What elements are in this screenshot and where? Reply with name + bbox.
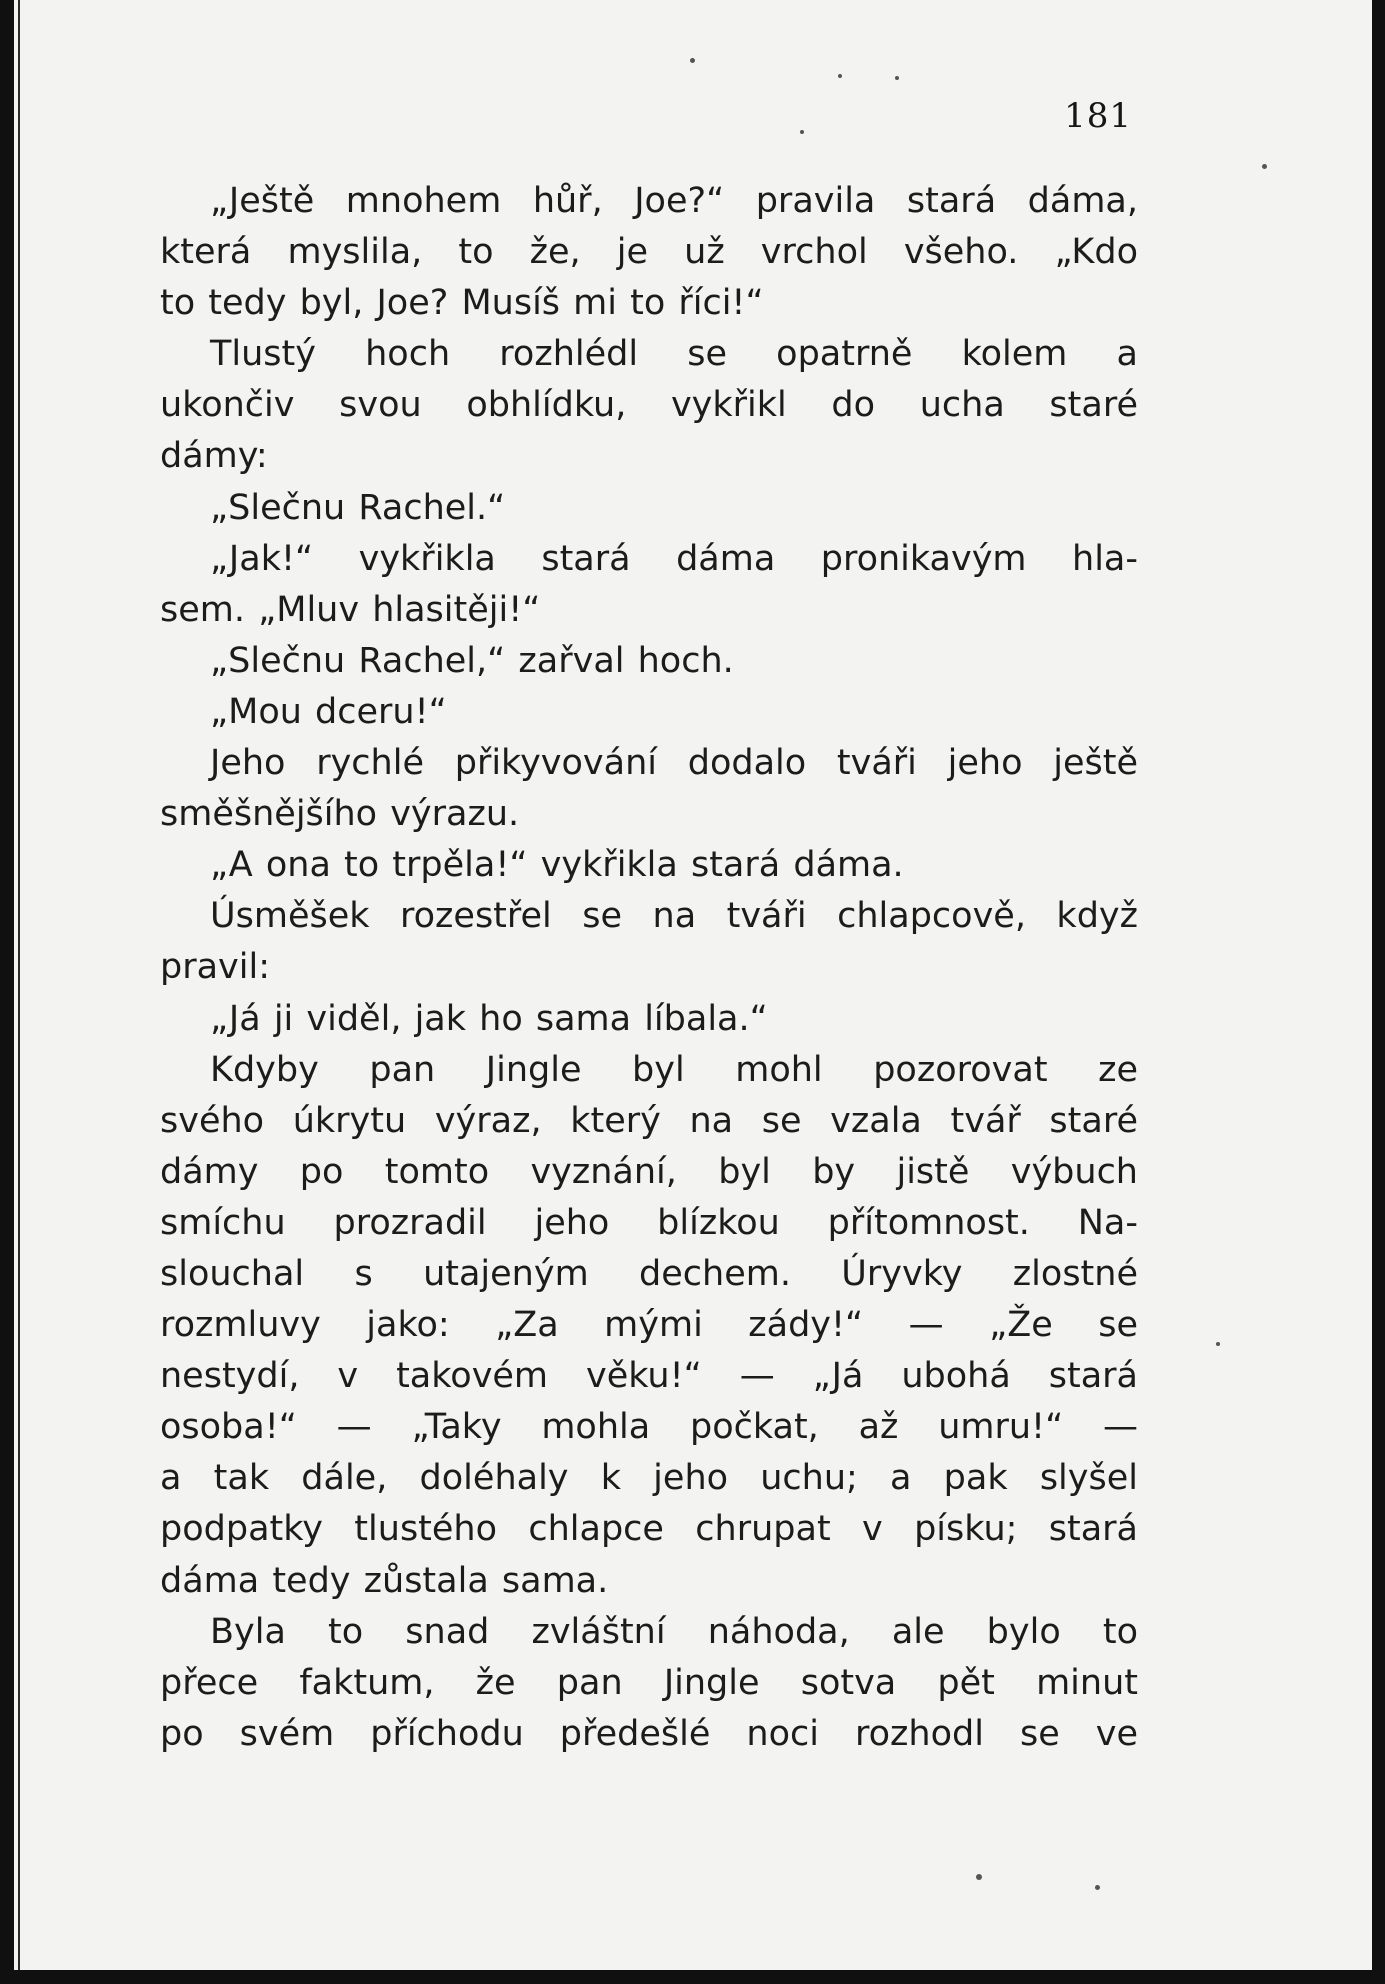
- text-line: smíchu prozradil jeho blízkou přítomnost. Na-: [160, 1202, 1138, 1243]
- body-text: [160, 176, 1138, 1760]
- print-speck: [1095, 1885, 1100, 1890]
- print-speck: [690, 58, 695, 63]
- text-line: rozmluvy jako: „Za mými zády!“ — „Že se: [160, 1305, 1138, 1346]
- binding-line: [18, 0, 20, 1970]
- text-line: „Slečnu Rachel.“: [210, 487, 506, 528]
- text-line: Kdyby pan Jingle byl mohl pozorovat ze: [210, 1049, 1138, 1090]
- text-line: Byla to snad zvláštní náhoda, ale bylo to: [210, 1611, 1138, 1652]
- print-speck: [800, 130, 804, 134]
- print-speck: [1216, 1342, 1220, 1346]
- text-line: přece faktum, že pan Jingle sotva pět minut: [160, 1662, 1138, 1703]
- text-line: Jeho rychlé přikyvování dodalo tváři jeho ještě: [210, 743, 1138, 784]
- text-line: slouchal s utajeným dechem. Úryvky zlostné: [160, 1253, 1138, 1294]
- text-line: ukončiv svou obhlídku, vykřikl do ucha staré: [160, 385, 1138, 426]
- text-line: dámy:: [160, 436, 268, 477]
- print-speck: [838, 74, 842, 78]
- text-line: dámy po tomto vyznání, byl by jistě výbuch: [160, 1151, 1138, 1192]
- text-line: sem. „Mluv hlasitěji!“: [160, 589, 541, 630]
- text-line: „Já ji viděl, jak ho sama líbala.“: [210, 998, 768, 1039]
- text-line: „Mou dceru!“: [210, 691, 447, 732]
- text-line: podpatky tlustého chlapce chrupat v písku; stará: [160, 1509, 1138, 1550]
- text-line: Úsměšek rozestřel se na tváři chlapcově, když: [210, 896, 1138, 937]
- text-line: která myslila, to že, je už vrchol všeho. „Kdo: [160, 232, 1138, 273]
- text-line: svého úkrytu výraz, který na se vzala tvář staré: [160, 1100, 1138, 1141]
- text-line: „Slečnu Rachel,“ zařval hoch.: [210, 640, 734, 681]
- text-line: „A ona to trpěla!“ vykřikla stará dáma.: [210, 845, 904, 886]
- print-speck: [1262, 164, 1267, 169]
- text-line: pravil:: [160, 947, 271, 988]
- text-line: „Jak!“ vykřikla stará dáma pronikavým hla-: [210, 538, 1138, 579]
- print-speck: [976, 1874, 982, 1880]
- text-line: „Ještě mnohem hůř, Joe?“ pravila stará dáma,: [210, 181, 1138, 221]
- text-line: a tak dále, doléhaly k jeho uchu; a pak slyšel: [160, 1458, 1138, 1499]
- scan-border-right: [1372, 0, 1385, 1984]
- text-line: po svém příchodu předešlé noci rozhodl se ve: [160, 1713, 1138, 1754]
- scan-border-bottom: [0, 1970, 1385, 1984]
- text-line: osoba!“ — „Taky mohla počkat, až umru!“ —: [160, 1407, 1138, 1448]
- binding-edge: [0, 0, 14, 1970]
- page-number: 181: [1064, 96, 1132, 136]
- print-speck: [895, 76, 899, 80]
- text-line: to tedy byl, Joe? Musíš mi to říci!“: [160, 283, 764, 324]
- text-line: směšnějšího výrazu.: [160, 794, 520, 835]
- text-line: nestydí, v takovém věku!“ — „Já ubohá stará: [160, 1356, 1138, 1397]
- text-line: dáma tedy zůstala sama.: [160, 1560, 609, 1601]
- text-line: Tlustý hoch rozhlédl se opatrně kolem a: [210, 334, 1138, 375]
